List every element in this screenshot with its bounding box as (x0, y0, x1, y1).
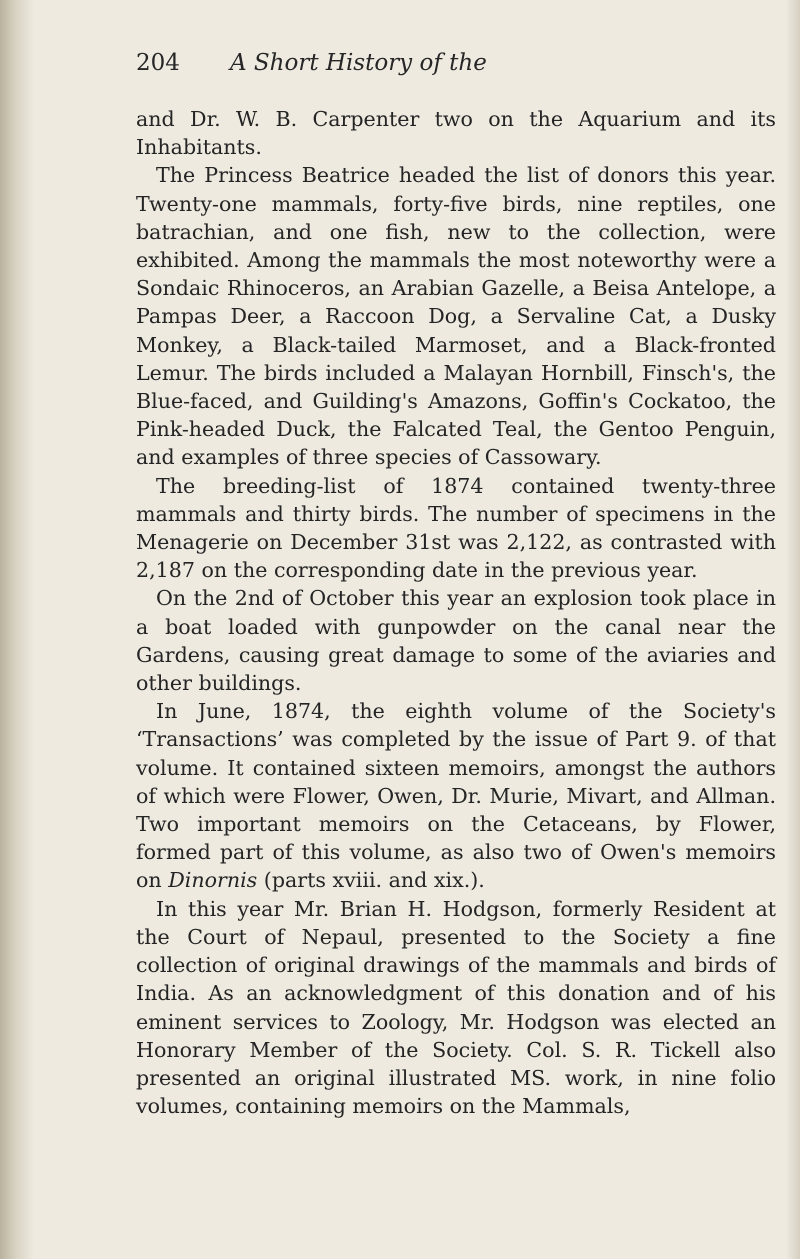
page-number: 204 (136, 50, 180, 76)
transactions-text: In June, 1874, the eighth volume of the Society's ‘Transactions’ was completed by the issue of Part 9. of that volume. It contained sixteen memoirs, amongst the authors of which were Flower, Owen, Dr. Murie, Mivart, and Allman. Two important memoirs on the Cetaceans, by Flower, formed part of this volume, as also two of Owen's memoirs on (136, 699, 776, 893)
paragraph-transactions (136, 697, 776, 894)
running-head (136, 50, 736, 86)
paragraph-donors: The Princess Beatrice headed the list of donors this year. Twenty-one mammals, forty-five birds, nine reptiles, one batrachian, and one fish, new to the collection, were exhibited. Among the mammals the most noteworthy were a Sondaic Rhinoceros, an Arabian Gazelle, a Beisa Antelope, a Pampas Deer, a Raccoon Dog, a Servaline Cat, a Dusky Monkey, a Black-tailed Marmoset, and a Black-fronted Lemur. The birds included a Malayan Hornbill, Finsch's, the Blue-faced, and Guilding's Amazons, Goffin's Cockatoo, the Pink-headed Duck, the Falcated Teal, the Gentoo Penguin, and examples of three species of Cassowary. (136, 163, 776, 470)
paragraph-explosion: On the 2nd of October this year an explosion took place in a boat loaded with gunpowder on the canal near the Gardens, causing great damage to some of the aviaries and other buildings. (136, 586, 776, 696)
paragraph-continuation: and Dr. W. B. Carpenter two on the Aquarium and its Inhabitants. (136, 107, 776, 160)
body-text (136, 105, 776, 1120)
paragraph-breeding-list: The breeding-list of 1874 contained twenty-three mammals and thirty birds. The number of specimens in the Menagerie on December 31st was 2,122, as contrasted with 2,187 on the corresponding date in the previous year. (136, 473, 776, 583)
dinornis-italic: Dinornis (168, 868, 258, 893)
paragraph-hodgson: In this year Mr. Brian H. Hodgson, formerly Resident at the Court of Nepaul, presented to the Society a fine collection of original drawings of the mammals and birds of India. As an acknowledgment of this donation and of his eminent services to Zoology, Mr. Hodgson was elected an Honorary Member of the Society. Col. S. R. Tickell also presented an original illustrated MS. work, in nine folio volumes, containing memoirs on the Mammals, (136, 896, 776, 1119)
transactions-text-end: (parts xviii. and xix.). (257, 868, 485, 893)
running-title: A Short History of the (230, 50, 487, 76)
